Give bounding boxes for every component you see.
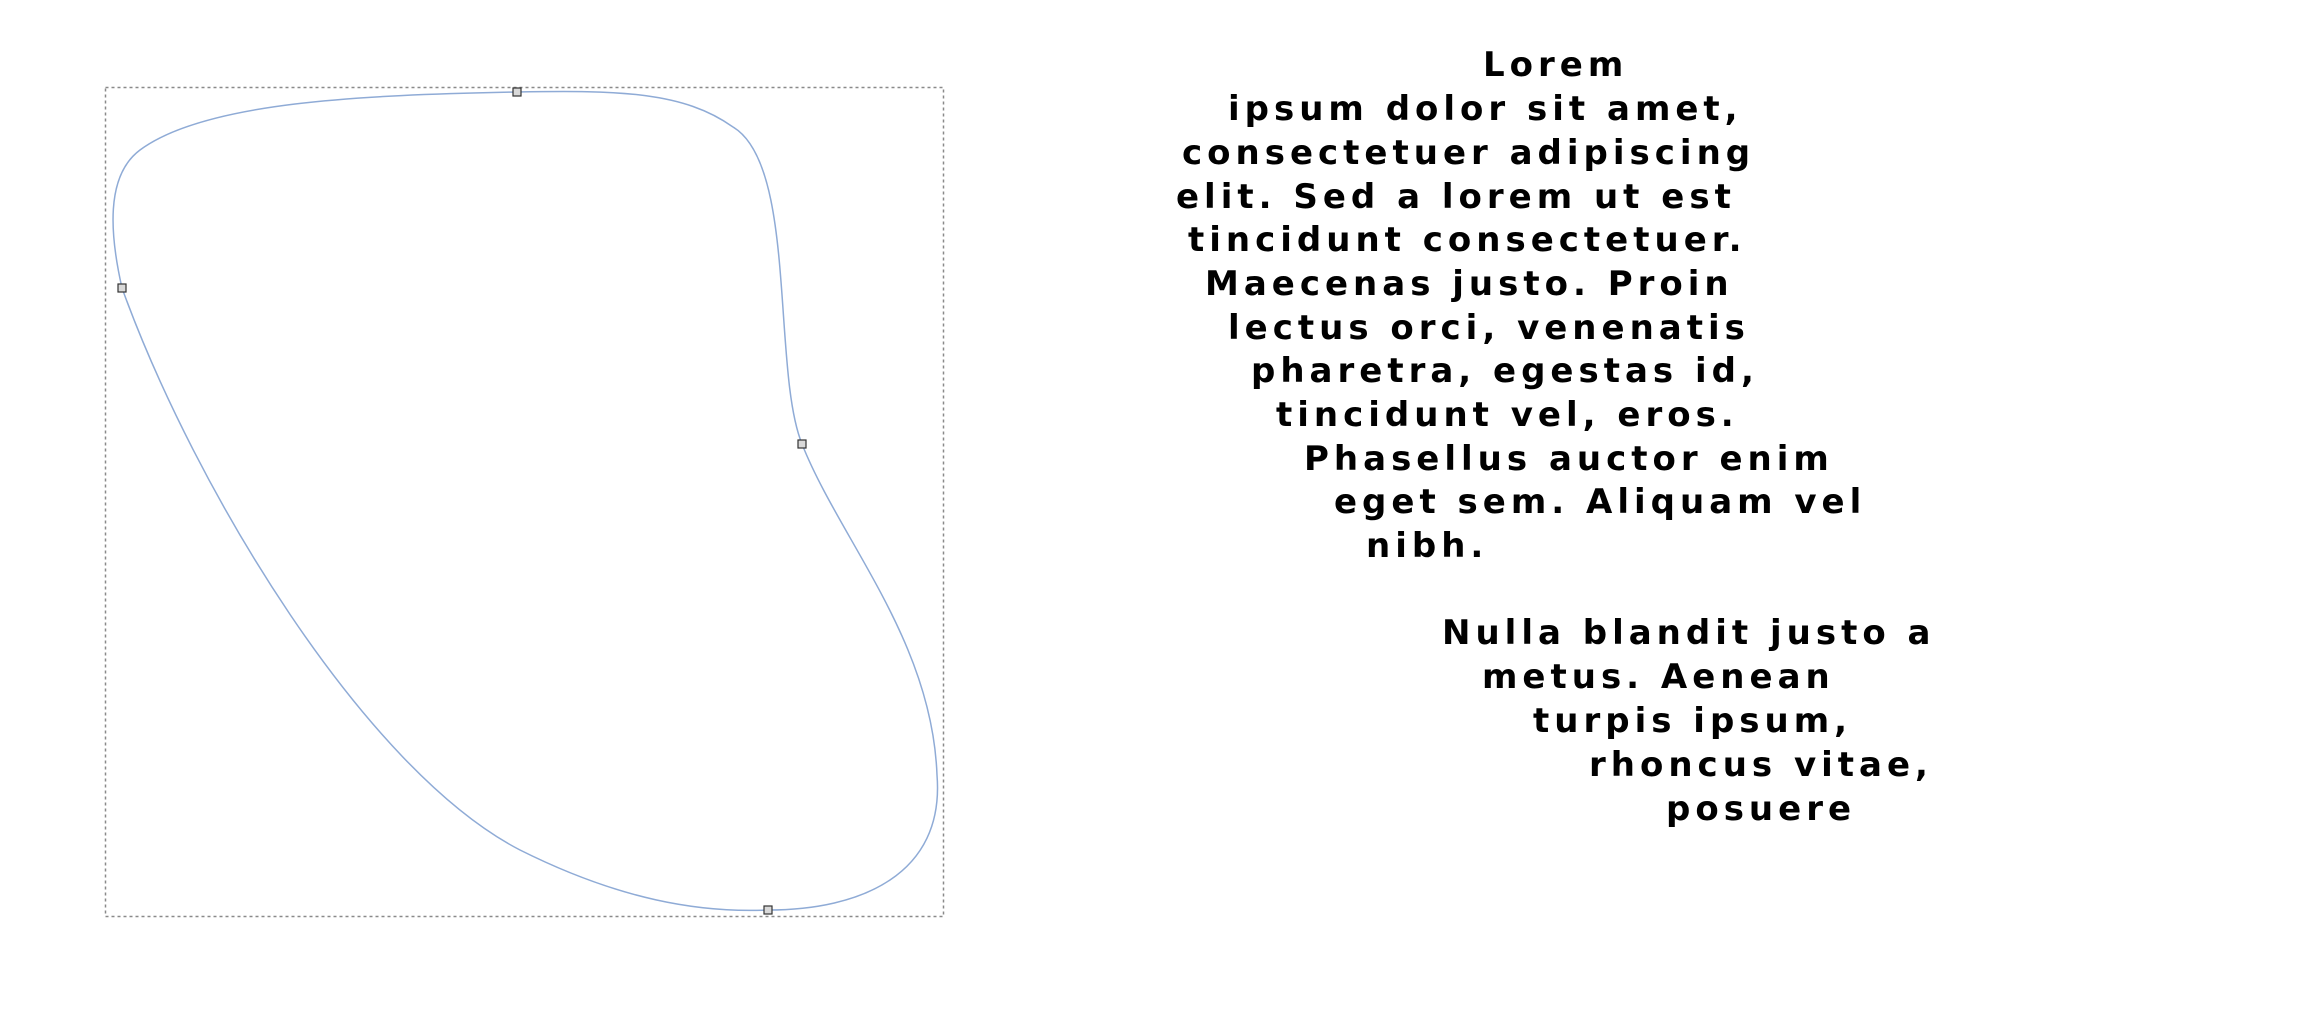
text-line: posuere — [1666, 789, 1857, 829]
text-line: lectus orci, venenatis — [1228, 308, 1750, 348]
node-handle-top[interactable] — [513, 88, 521, 96]
text-line: Maecenas justo. Proin — [1205, 264, 1734, 304]
text-line: tincidunt consectetuer. — [1188, 220, 1747, 260]
text-line: rhoncus vitae, — [1589, 745, 1933, 785]
text-line: Nulla blandit justo a — [1442, 613, 1936, 653]
text-line: metus. Aenean — [1482, 657, 1835, 697]
text-line: elit. Sed a lorem ut est — [1176, 177, 1736, 217]
text-line: tincidunt vel, eros. — [1276, 395, 1739, 435]
text-line: pharetra, egestas id, — [1251, 351, 1759, 391]
node-handle-right[interactable] — [798, 440, 806, 448]
text-line: Phasellus auctor enim — [1304, 439, 1834, 479]
shape-bounding-box — [106, 88, 944, 917]
text-line: ipsum dolor sit amet, — [1228, 89, 1743, 129]
text-line: eget sem. Aliquam vel — [1334, 482, 1867, 522]
text-line: consectetuer adipiscing — [1182, 133, 1756, 173]
text-line: Lorem — [1483, 45, 1629, 85]
node-handle-bottom[interactable] — [764, 906, 772, 914]
text-line: nibh. — [1366, 526, 1489, 566]
text-line: turpis ipsum, — [1533, 701, 1853, 741]
node-handle-left[interactable] — [118, 284, 126, 292]
flow-shape-outline[interactable] — [113, 91, 937, 910]
